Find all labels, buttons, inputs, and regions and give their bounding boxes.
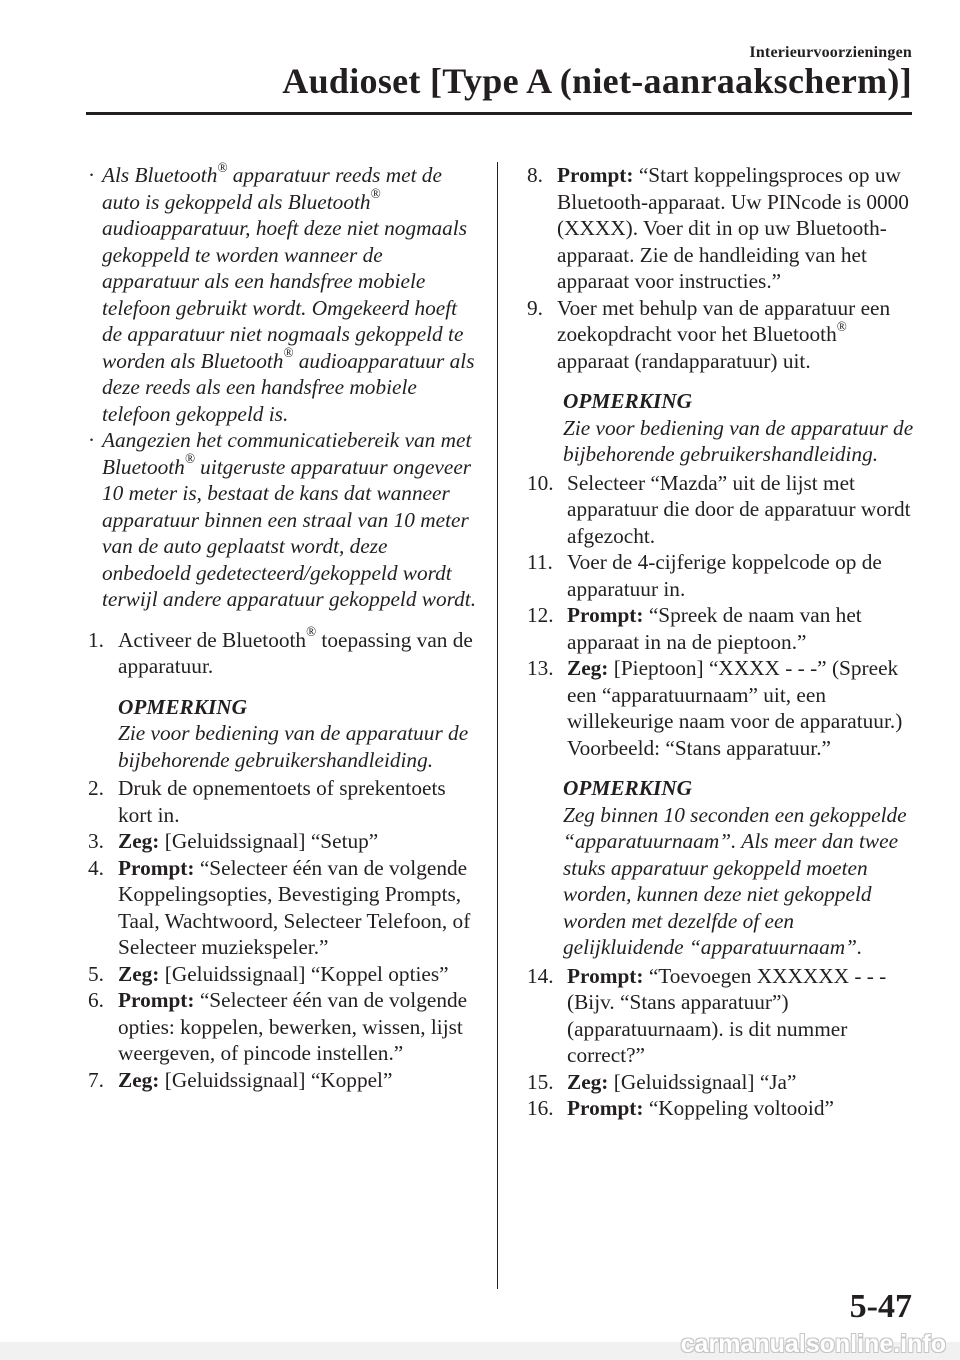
text-run: audioapparatuur, hoeft deze niet nogmaals gekoppeld te worden wanneer de apparatuur als een handsfree mobiele telefoon gebruikt wordt. Omgekeerd hoeft de apparatuur niet nogmaals gekoppeld te worden als Bluetooth <box>102 216 467 373</box>
bullet-dot: · <box>88 163 96 187</box>
left-column <box>88 159 480 1093</box>
text-run: Activeer de Bluetooth <box>118 627 307 652</box>
step-item <box>88 961 480 988</box>
right-step-list <box>527 162 919 1122</box>
step-label: Prompt: <box>567 603 644 627</box>
note-block <box>88 694 480 774</box>
note-text: Zie voor bediening van de apparatuur de bijbehorende gebruikershandleiding. <box>118 721 469 772</box>
header-rule <box>86 112 912 115</box>
step-label: Prompt: <box>567 963 644 988</box>
text-run: apparaat (randapparatuur) uit. <box>557 348 811 373</box>
text-run: “Selecteer één van de volgende opties: koppelen, bewerken, wissen, lijst weergeven, of pincode instellen.” <box>118 988 468 1065</box>
text-run: toepassing van de apparatuur. <box>118 627 473 678</box>
bullet-dot: · <box>88 428 96 452</box>
text-run: Voer met behulp van de apparatuur een zoekopdracht voor het Bluetooth <box>557 295 891 346</box>
step-item <box>88 987 480 1067</box>
step-label: Zeg: <box>118 829 160 853</box>
step-number: 6. <box>88 988 104 1012</box>
section-title: Interieurvoorzieningen <box>749 44 912 61</box>
step-label: Prompt: <box>557 163 634 187</box>
bullet-item <box>88 159 480 427</box>
step-number: 9. <box>527 295 543 320</box>
registered-mark: ® <box>217 159 228 175</box>
step-label: Zeg: <box>567 656 609 680</box>
step-item <box>88 775 480 828</box>
text-run: “Selecteer één van de volgende Koppelingsopties, Bevestiging Prompts, Taal, Wachtwoord, Selecteer Telefoon, of Selecteer muziekspeler.” <box>118 855 471 959</box>
step-item <box>527 470 919 550</box>
text-run: [Pieptoon] “XXXX - - -” (Spreek een “apparatuurnaam” uit, een willekeurige naam voor de apparatuur.) Voorbeeld: “Stans apparatuur.” <box>567 656 903 760</box>
text-run: Voer de 4-cijferige koppelcode op de apparatuur in. <box>567 550 882 601</box>
step-item <box>527 295 919 375</box>
step-number: 16. <box>527 1096 554 1120</box>
step-item <box>88 624 480 680</box>
step-number: 7. <box>88 1067 104 1092</box>
step-number: 14. <box>527 963 554 988</box>
note-block <box>527 775 919 961</box>
note-block <box>527 388 919 468</box>
step-label: Zeg: <box>118 1067 160 1092</box>
note-text: Zeg binnen 10 seconden een gekoppelde “apparatuurnaam”. Als meer dan twee stuks apparatuur gekoppeld moeten worden, kunnen deze niet gekoppeld worden met dezelfde of een gelijkluidende “apparatuurnaam”. <box>563 802 907 959</box>
step-number: 3. <box>88 829 104 853</box>
text-run: Aangezien het communicatiebereik van met Bluetooth <box>102 428 472 479</box>
text-run: audioapparatuur als deze reeds als een handsfree mobiele telefoon gekoppeld is. <box>102 348 475 426</box>
text-run: [Geluidssignaal] “Ja” <box>608 1069 797 1094</box>
text-run: [Geluidssignaal] “Koppel” <box>159 1067 393 1092</box>
footer-watermark: carmanualsonline.info <box>680 1330 946 1358</box>
registered-mark: ® <box>184 451 195 467</box>
step-item <box>527 1069 919 1096</box>
registered-mark: ® <box>836 318 847 334</box>
text-run: [Geluidssignaal] “Koppel opties” <box>159 961 449 986</box>
step-item <box>527 963 919 1069</box>
note-heading: OPMERKING <box>563 776 692 800</box>
step-number: 15. <box>527 1069 554 1094</box>
right-column <box>527 162 919 1122</box>
text-run: Als Bluetooth <box>102 163 218 187</box>
step-item <box>88 855 480 961</box>
bullet-item <box>88 427 480 613</box>
step-item <box>527 1095 919 1122</box>
note-heading: OPMERKING <box>118 694 247 719</box>
step-label: Zeg: <box>118 961 160 986</box>
step-item <box>88 1067 480 1094</box>
text-run: “Start koppelingsproces op uw Bluetooth-apparaat. Uw PINcode is 0000 (XXXX). Voer dit in op uw Bluetooth-apparaat. Zie de handleiding van het apparaat voor instructies.” <box>557 163 909 293</box>
note-heading: OPMERKING <box>563 389 692 413</box>
registered-mark: ® <box>306 624 317 640</box>
bullet-list <box>88 159 480 613</box>
step-number: 11. <box>527 550 553 574</box>
text-run: “Toevoegen XXXXXX - - - (Bijv. “Stans apparatuur”) (apparatuurnaam). is dit nummer correct?” <box>567 963 887 1067</box>
text-run: Selecteer “Mazda” uit de lijst met apparatuur die door de apparatuur wordt afgezocht. <box>567 470 911 548</box>
left-step-list <box>88 624 480 1094</box>
step-label: Zeg: <box>567 1069 609 1094</box>
step-number: 12. <box>527 603 554 627</box>
text-run: “Spreek de naam van het apparaat in na de pieptoon.” <box>567 603 862 654</box>
page-number: 5-47 <box>849 1288 912 1325</box>
step-number: 4. <box>88 855 104 880</box>
step-number: 8. <box>527 163 543 187</box>
step-item <box>88 828 480 855</box>
step-label: Prompt: <box>118 855 195 880</box>
text-run: uitgeruste apparatuur ongeveer 10 meter is, bestaat de kans dat wanneer apparatuur binnen een straal van 10 meter van de auto geplaatst wordt, deze onbedoeld gedetecteerd/gekoppeld wordt terwijl andere apparatuur gekoppeld wordt. <box>102 454 477 611</box>
step-number: 1. <box>88 627 104 652</box>
step-label: Prompt: <box>567 1096 644 1120</box>
step-number: 10. <box>527 470 554 495</box>
step-number: 2. <box>88 776 104 800</box>
column-divider <box>497 162 498 1289</box>
step-number: 5. <box>88 961 104 986</box>
text-run: apparatuur reeds met de auto is gekoppeld als Bluetooth <box>102 163 442 214</box>
registered-mark: ® <box>370 186 381 202</box>
text-run: [Geluidssignaal] “Setup” <box>159 829 379 853</box>
step-item <box>527 602 919 655</box>
text-run: “Koppeling voltooid” <box>643 1096 834 1120</box>
step-item <box>527 655 919 761</box>
step-item <box>527 549 919 602</box>
step-item <box>527 162 919 295</box>
text-run: Druk de opnementoets of sprekentoets kort in. <box>118 776 446 827</box>
chapter-title: Audioset [Type A (niet-aanraakscherm)] <box>282 61 912 101</box>
step-number: 13. <box>527 656 554 680</box>
note-text: Zie voor bediening van de apparatuur de bijbehorende gebruikershandleiding. <box>563 415 914 466</box>
step-label: Prompt: <box>118 988 195 1012</box>
registered-mark: ® <box>283 345 294 361</box>
